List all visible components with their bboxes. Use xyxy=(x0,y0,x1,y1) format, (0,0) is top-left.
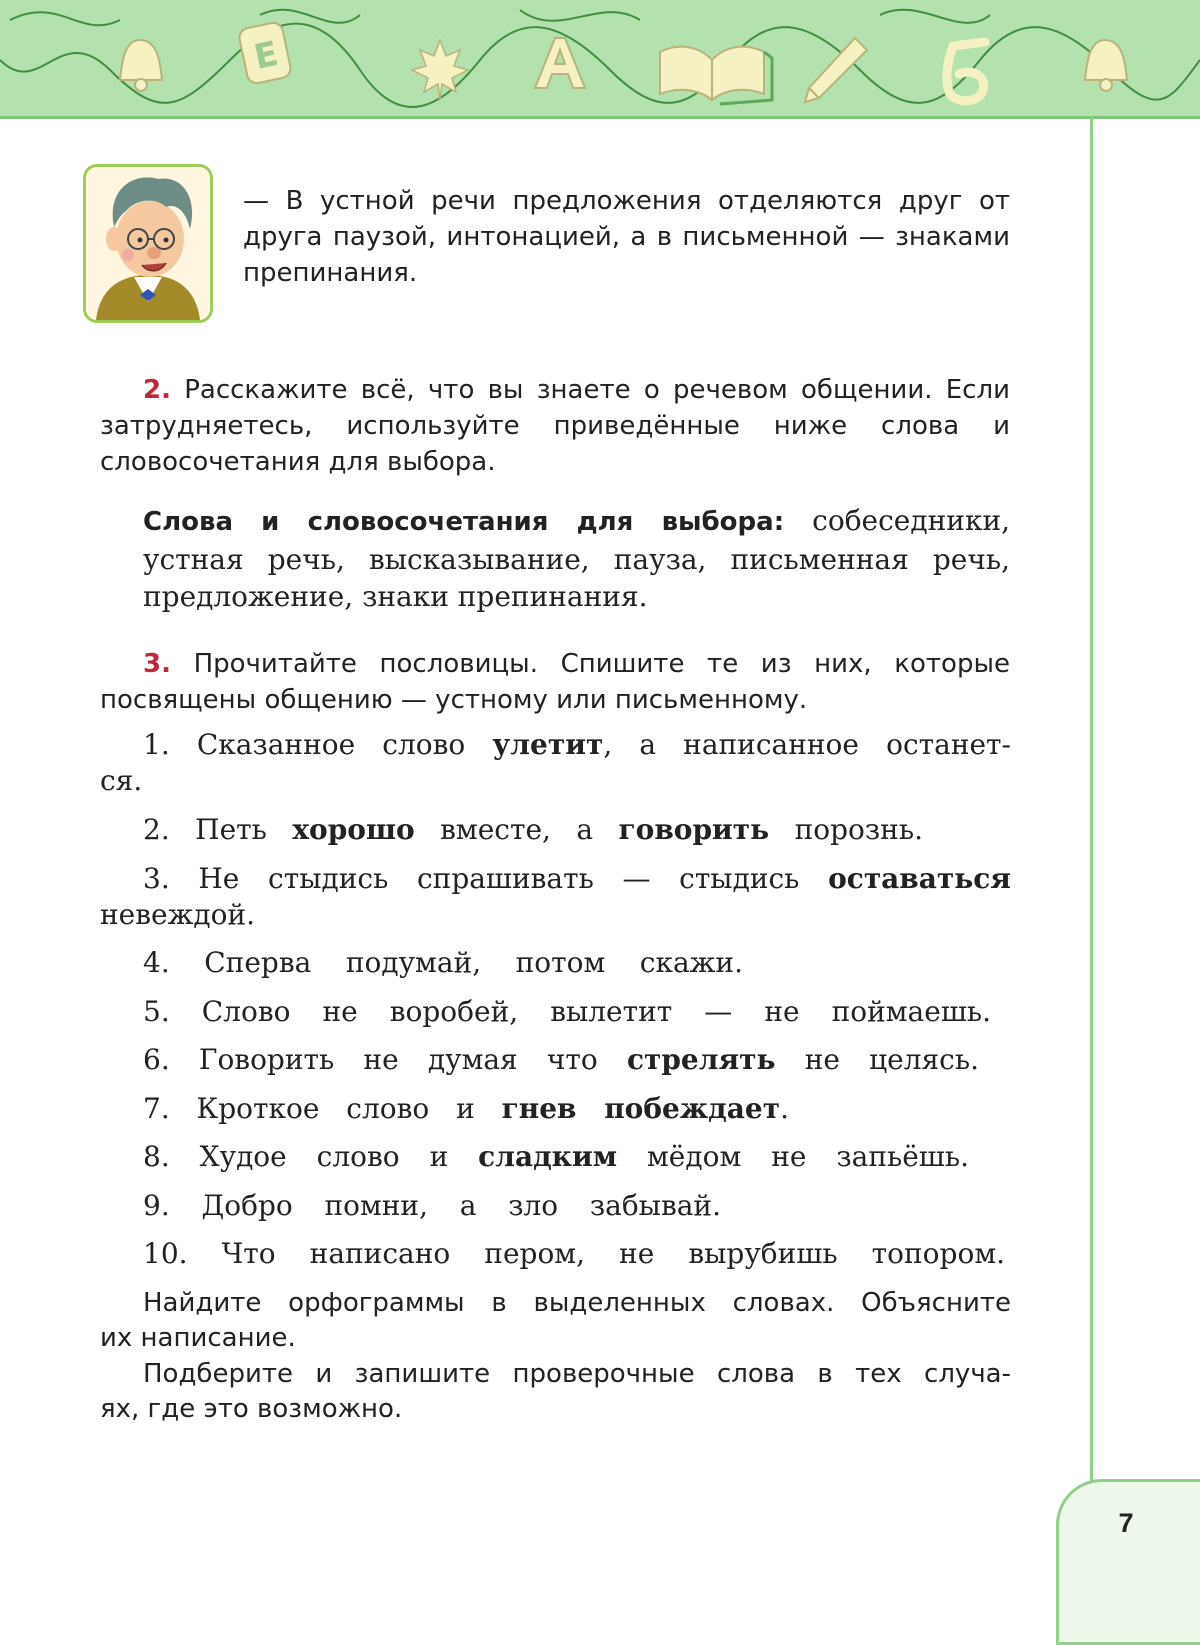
proverb-item xyxy=(143,995,991,1028)
proverb-text: . xyxy=(780,1092,790,1125)
proverb-item-continuation: ся. xyxy=(100,764,143,797)
banner-ornament xyxy=(0,0,1200,116)
proverb-text: Подберите и запишите проверочные слова в тех случа- xyxy=(143,1359,1011,1389)
maple-leaf-icon xyxy=(412,40,468,100)
proverb-text: вместе, а xyxy=(414,813,619,846)
word-list-label: Слова и словосочетания для выбора: xyxy=(143,507,785,537)
proverb-text: порознь. xyxy=(769,813,923,846)
proverb-text: Найдите орфограммы в выделенных словах. Объясните xyxy=(143,1288,1011,1318)
page-number-tab xyxy=(1056,1479,1200,1645)
letter-b-icon xyxy=(947,42,985,101)
proverb-item xyxy=(143,1189,721,1222)
word-list-text: собеседники, устная речь, высказывание, пауза, письменная речь, предложение, знаки препинания. xyxy=(143,504,1011,613)
proverb-text: 10. Что написано пером, не вырубишь топором. xyxy=(143,1237,1005,1270)
proverb-item xyxy=(143,1092,789,1125)
proverb-text: , а написанное останет- xyxy=(603,728,1012,761)
proverb-item xyxy=(143,1140,969,1173)
proverb-item xyxy=(143,862,1011,895)
proverb-item xyxy=(143,946,743,979)
proverb-item xyxy=(143,728,1011,761)
proverb-item xyxy=(143,1237,1005,1270)
highlighted-word: хорошо xyxy=(292,813,415,846)
highlighted-word: сладким xyxy=(478,1140,618,1173)
exercise-3-text: Прочитайте пословицы. Спишите те из них, которые посвящены общению — устному или письменному. xyxy=(100,649,1010,715)
proverb-text: 7. Кроткое слово и xyxy=(143,1092,502,1125)
svg-text:Е: Е xyxy=(250,33,282,78)
highlighted-word: стрелять xyxy=(626,1043,776,1076)
proverb-item-continuation: невеждой. xyxy=(100,898,255,931)
exercise-3 xyxy=(100,646,1010,718)
exercise-2-text: Расскажите всё, что вы знаете о речевом общении. Если затрудняетесь, используйте приведённые ниже слова и словосочетания для выбора. xyxy=(100,375,1010,477)
task-find-spelling-continuation: их написание. xyxy=(100,1323,296,1353)
bell-icon xyxy=(120,40,162,91)
proverb-text: 4. Сперва подумай, потом скажи. xyxy=(143,946,743,979)
task-find-spelling xyxy=(143,1285,1011,1321)
proverb-text: не целясь. xyxy=(775,1043,979,1076)
task-check-words-continuation: ях, где это возможно. xyxy=(100,1394,403,1424)
bell-icon xyxy=(1085,40,1127,91)
exercise-number: 2. xyxy=(143,375,171,405)
proverb-text: 5. Слово не воробей, вылетит — не поймаешь. xyxy=(143,995,991,1028)
highlighted-word: гнев побеждает xyxy=(501,1092,781,1125)
proverb-text: 6. Говорить не думая что xyxy=(143,1043,627,1076)
task-check-words xyxy=(143,1356,1011,1392)
highlighted-word: улетит xyxy=(492,728,604,761)
margin-line xyxy=(1090,117,1093,1482)
proverb-text: 1. Сказанное слово xyxy=(143,728,493,761)
proverb-text: 2. Петь xyxy=(143,813,293,846)
highlighted-word: говорить xyxy=(618,813,770,846)
proverb-text: мёдом не запьёшь. xyxy=(617,1140,969,1173)
header-banner xyxy=(0,0,1200,119)
exercise-2 xyxy=(100,372,1010,480)
teacher-portrait xyxy=(83,164,213,323)
intro-text: — В устной речи предложения отделяются друг от друга паузой, интонацией, а в письменной — знаками препинания. xyxy=(243,186,1010,288)
exercise-number: 3. xyxy=(143,649,171,679)
proverb-text: 9. Добро помни, а зло забывай. xyxy=(143,1189,721,1222)
proverb-item xyxy=(143,1043,979,1076)
proverb-item xyxy=(143,813,923,846)
highlighted-word: оставаться xyxy=(828,862,1011,895)
open-book-icon xyxy=(660,47,772,104)
letter-a-icon xyxy=(535,38,585,88)
page-number: 7 xyxy=(1118,1508,1134,1538)
word-list xyxy=(143,502,1010,615)
proverb-text: 3. Не стыдись спрашивать — стыдись xyxy=(143,862,829,895)
letter-e-icon xyxy=(238,21,293,85)
proverb-text: 8. Худое слово и xyxy=(143,1140,479,1173)
